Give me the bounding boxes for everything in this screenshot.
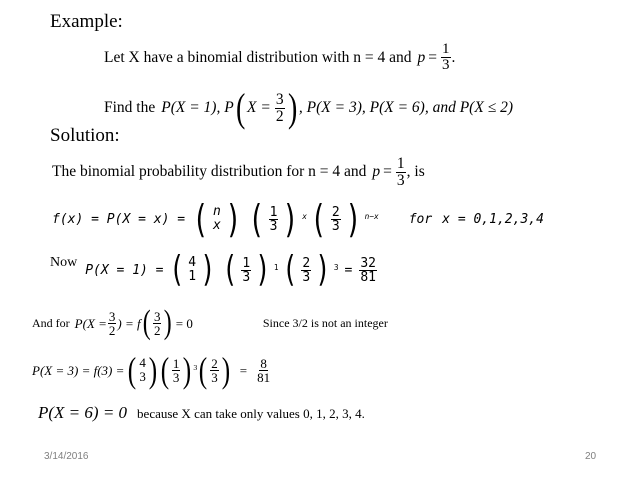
and-for-den: 2 bbox=[108, 322, 116, 338]
now-exp-2: 3 bbox=[333, 263, 339, 273]
now-factor-2 bbox=[279, 249, 339, 290]
example-statement bbox=[104, 42, 455, 73]
find-rest: , P(X = 3), P(X = 6), and P(X ≤ 2) bbox=[298, 99, 513, 117]
p6-text: because X can take only values 0, 1, 2, 3, 4. bbox=[137, 406, 365, 421]
right-paren: ) bbox=[225, 197, 242, 241]
formula-factor-2 bbox=[307, 197, 379, 241]
now-result-den: 81 bbox=[360, 269, 377, 285]
now-computation bbox=[50, 249, 378, 290]
p3-f2-den: 3 bbox=[211, 369, 218, 385]
now-f1-num: 1 bbox=[242, 255, 251, 271]
solution-p-variable: p bbox=[372, 163, 381, 181]
exp-2: n−x bbox=[364, 212, 379, 222]
right-paren: ) bbox=[148, 350, 158, 390]
left-paren: ( bbox=[281, 249, 298, 290]
p3-result bbox=[256, 357, 271, 384]
left-paren: ( bbox=[160, 350, 170, 390]
and-for-note: Since 3/2 is not an integer bbox=[262, 316, 388, 330]
now-result-num: 32 bbox=[360, 255, 377, 271]
and-for-inner-den: 2 bbox=[153, 322, 161, 338]
fraction bbox=[331, 206, 341, 233]
solution-p-fraction bbox=[396, 156, 406, 188]
now-lhs: P(X = 1) = bbox=[85, 262, 164, 278]
find-paren-group bbox=[234, 85, 299, 130]
p3-f1-num: 1 bbox=[172, 355, 180, 371]
p3-computation bbox=[32, 352, 272, 388]
f2-num: 2 bbox=[331, 204, 340, 220]
right-paren: ) bbox=[255, 249, 271, 290]
now-equals: = bbox=[344, 262, 353, 278]
find-frac-num: 3 bbox=[275, 91, 284, 108]
right-paren: ) bbox=[164, 304, 173, 341]
left-paren: ( bbox=[168, 249, 184, 290]
right-paren: ) bbox=[315, 249, 331, 290]
solution-p-num: 1 bbox=[396, 155, 405, 172]
and-for-label: And for bbox=[32, 316, 70, 330]
left-paren: ( bbox=[248, 197, 265, 241]
p3-f2-num: 2 bbox=[211, 355, 218, 371]
solution-text: The binomial probability distribution for n = 4 and bbox=[52, 163, 367, 181]
right-paren: ) bbox=[200, 249, 216, 290]
left-paren: ( bbox=[128, 350, 137, 390]
binom-stack bbox=[188, 256, 196, 283]
now-f2-den: 3 bbox=[302, 269, 311, 285]
formula-domain: x = 0,1,2,3,4 bbox=[442, 211, 544, 227]
find-statement bbox=[104, 85, 513, 130]
p3-exp-1: 3 bbox=[193, 363, 198, 373]
find-fraction bbox=[275, 92, 285, 124]
solution-heading: Solution: bbox=[50, 125, 120, 146]
solution-equals: = bbox=[383, 163, 392, 181]
p3-result-den: 81 bbox=[257, 369, 271, 385]
find-x-eq: X = bbox=[247, 99, 271, 117]
right-paren: ) bbox=[183, 350, 192, 390]
p3-factor-2 bbox=[197, 352, 232, 388]
p-fraction bbox=[441, 42, 451, 73]
equals-sign: = bbox=[428, 48, 437, 66]
footer-date: 3/14/2016 bbox=[44, 451, 89, 462]
example-heading: Example: bbox=[50, 11, 123, 32]
p3-binom-bottom: 3 bbox=[139, 369, 146, 384]
left-paren: ( bbox=[310, 197, 327, 241]
now-exp-1: 1 bbox=[273, 263, 279, 273]
and-for-fraction bbox=[108, 310, 117, 337]
binom-bottom: x bbox=[212, 218, 221, 233]
fraction bbox=[301, 257, 311, 284]
p-denominator: 3 bbox=[442, 57, 450, 73]
right-paren: ) bbox=[221, 350, 230, 390]
now-binom-top: 4 bbox=[188, 255, 197, 271]
find-the-text: Find the bbox=[104, 99, 156, 117]
right-paren: ) bbox=[287, 85, 297, 130]
now-binom-bottom: 1 bbox=[188, 269, 197, 284]
fraction bbox=[269, 206, 279, 233]
formula-lhs: f(x) = P(X = x) = bbox=[52, 211, 186, 227]
binom-stack bbox=[213, 205, 221, 232]
right-paren: ) bbox=[282, 197, 299, 241]
p3-equals: = bbox=[239, 362, 248, 378]
formula-binom bbox=[189, 197, 245, 241]
period: . bbox=[451, 48, 456, 66]
f1-den: 3 bbox=[269, 218, 278, 234]
now-result bbox=[359, 257, 377, 284]
fraction bbox=[210, 357, 219, 384]
left-paren: ( bbox=[142, 304, 151, 341]
find-frac-den: 2 bbox=[275, 107, 284, 125]
p6-line bbox=[38, 404, 365, 421]
binom-stack bbox=[139, 356, 146, 383]
now-label: Now bbox=[50, 255, 78, 270]
left-paren: ( bbox=[192, 197, 209, 241]
and-for-lhs: P(X = bbox=[74, 315, 107, 331]
and-for-num: 3 bbox=[108, 308, 116, 324]
left-paren: ( bbox=[221, 249, 238, 290]
and-for-inner-num: 3 bbox=[153, 308, 161, 324]
f1-num: 1 bbox=[269, 204, 278, 220]
exp-1: x bbox=[302, 212, 307, 222]
now-factor-1 bbox=[219, 249, 279, 290]
f2-den: 3 bbox=[331, 218, 340, 234]
find-term-1: P(X = 1), P bbox=[161, 99, 234, 117]
footer-page-number: 20 bbox=[585, 451, 597, 462]
fraction bbox=[241, 257, 251, 284]
p3-binom bbox=[126, 352, 159, 388]
and-for-rhs: = 0 bbox=[175, 315, 193, 331]
solution-statement bbox=[52, 156, 425, 188]
binom-top: n bbox=[212, 204, 221, 220]
solution-is: , is bbox=[406, 163, 425, 181]
p6-lhs: P(X = 6) = 0 bbox=[38, 403, 128, 422]
p3-f1-den: 3 bbox=[172, 369, 180, 385]
p3-factor-1 bbox=[159, 352, 197, 388]
right-paren: ) bbox=[345, 197, 362, 241]
p3-binom-top: 4 bbox=[139, 355, 146, 371]
left-paren: ( bbox=[199, 350, 208, 390]
and-for-paren bbox=[141, 306, 174, 340]
p3-result-num: 8 bbox=[260, 355, 267, 371]
now-f2-num: 2 bbox=[302, 255, 311, 271]
fraction bbox=[153, 310, 162, 337]
and-for-mid: ) = f bbox=[117, 315, 141, 331]
fraction bbox=[172, 357, 181, 384]
formula-for: for bbox=[408, 211, 433, 227]
and-for-line bbox=[32, 306, 388, 340]
left-paren: ( bbox=[235, 85, 246, 130]
example-statement-text: Let X have a binomial distribution with n = 4 and bbox=[104, 48, 412, 66]
now-binom bbox=[166, 249, 219, 290]
solution-p-den: 3 bbox=[396, 171, 405, 189]
p3-lhs: P(X = 3) = f(3) = bbox=[32, 362, 125, 378]
formula-factor-1 bbox=[245, 197, 307, 241]
p-variable: p bbox=[417, 48, 426, 66]
binomial-formula bbox=[52, 197, 544, 241]
now-f1-den: 3 bbox=[242, 269, 251, 285]
p-numerator: 1 bbox=[442, 41, 450, 57]
